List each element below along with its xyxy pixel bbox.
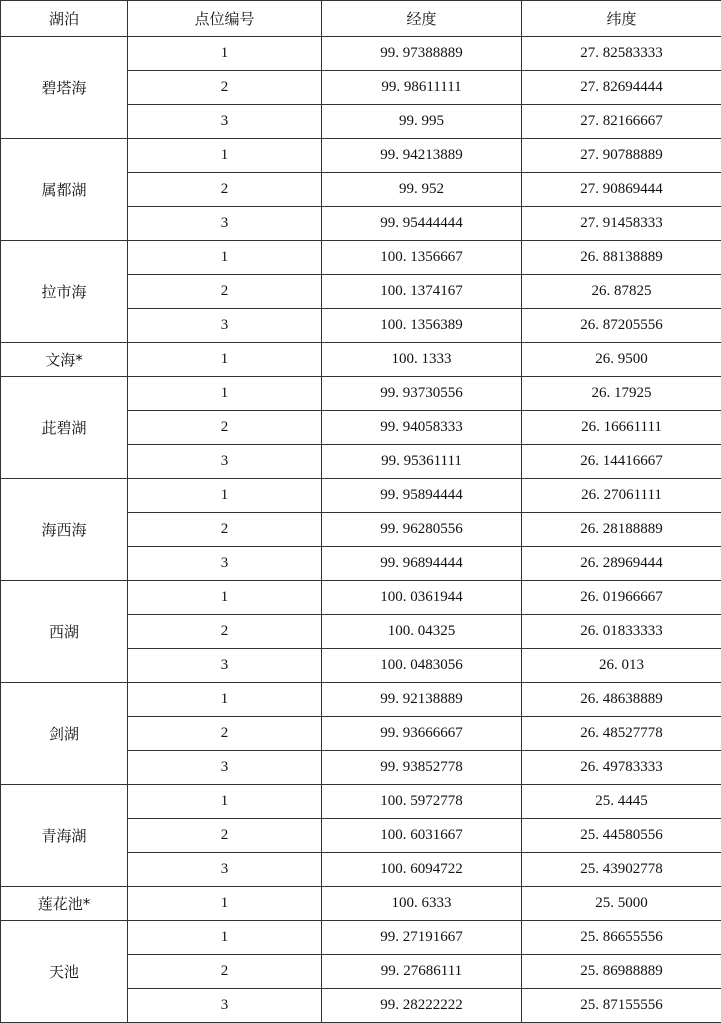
latitude-cell: 26. 17925 xyxy=(522,377,721,411)
longitude-cell: 99. 96280556 xyxy=(322,513,522,547)
longitude-cell: 99. 94058333 xyxy=(322,411,522,445)
point-id-cell: 1 xyxy=(128,921,322,955)
point-id-cell: 3 xyxy=(128,309,322,343)
point-id-cell: 1 xyxy=(128,377,322,411)
point-id-cell: 1 xyxy=(128,343,322,377)
latitude-cell: 25. 86655556 xyxy=(522,921,721,955)
longitude-cell: 100. 1333 xyxy=(322,343,522,377)
longitude-cell: 99. 93730556 xyxy=(322,377,522,411)
longitude-cell: 100. 0483056 xyxy=(322,649,522,683)
longitude-cell: 100. 6031667 xyxy=(322,819,522,853)
longitude-cell: 99. 995 xyxy=(322,105,522,139)
point-id-cell: 1 xyxy=(128,139,322,173)
point-id-cell: 2 xyxy=(128,615,322,649)
point-id-cell: 3 xyxy=(128,989,322,1023)
longitude-cell: 99. 27191667 xyxy=(322,921,522,955)
longitude-cell: 99. 28222222 xyxy=(322,989,522,1023)
table-body xyxy=(1,37,721,1023)
header-point-id: 点位编号 xyxy=(128,1,322,37)
point-id-cell: 1 xyxy=(128,479,322,513)
latitude-cell: 26. 88138889 xyxy=(522,241,721,275)
latitude-cell: 26. 48638889 xyxy=(522,683,721,717)
table-row xyxy=(1,241,721,275)
point-id-cell: 2 xyxy=(128,955,322,989)
latitude-cell: 26. 87205556 xyxy=(522,309,721,343)
header-latitude: 纬度 xyxy=(522,1,721,37)
latitude-cell: 27. 82694444 xyxy=(522,71,721,105)
latitude-cell: 25. 87155556 xyxy=(522,989,721,1023)
point-id-cell: 1 xyxy=(128,887,322,921)
latitude-cell: 25. 44580556 xyxy=(522,819,721,853)
point-id-cell: 3 xyxy=(128,751,322,785)
header-row xyxy=(1,1,721,37)
table-row xyxy=(1,37,721,71)
latitude-cell: 27. 91458333 xyxy=(522,207,721,241)
longitude-cell: 100. 0361944 xyxy=(322,581,522,615)
longitude-cell: 99. 95444444 xyxy=(322,207,522,241)
longitude-cell: 99. 98611111 xyxy=(322,71,522,105)
lake-name-cell: 剑湖 xyxy=(1,683,128,785)
latitude-cell: 27. 90869444 xyxy=(522,173,721,207)
point-id-cell: 1 xyxy=(128,37,322,71)
table-row xyxy=(1,139,721,173)
point-id-cell: 2 xyxy=(128,819,322,853)
latitude-cell: 25. 86988889 xyxy=(522,955,721,989)
lake-name-cell: 文海* xyxy=(1,343,128,377)
latitude-cell: 27. 82583333 xyxy=(522,37,721,71)
table-header xyxy=(1,1,721,37)
longitude-cell: 99. 93852778 xyxy=(322,751,522,785)
point-id-cell: 2 xyxy=(128,173,322,207)
point-id-cell: 2 xyxy=(128,71,322,105)
latitude-cell: 26. 16661111 xyxy=(522,411,721,445)
longitude-cell: 99. 94213889 xyxy=(322,139,522,173)
latitude-cell: 26. 14416667 xyxy=(522,445,721,479)
point-id-cell: 1 xyxy=(128,683,322,717)
latitude-cell: 25. 43902778 xyxy=(522,853,721,887)
latitude-cell: 25. 5000 xyxy=(522,887,721,921)
longitude-cell: 99. 96894444 xyxy=(322,547,522,581)
point-id-cell: 3 xyxy=(128,445,322,479)
lake-name-cell: 天池 xyxy=(1,921,128,1023)
point-id-cell: 1 xyxy=(128,581,322,615)
latitude-cell: 27. 82166667 xyxy=(522,105,721,139)
table-row xyxy=(1,377,721,411)
table-row xyxy=(1,785,721,819)
longitude-cell: 100. 1374167 xyxy=(322,275,522,309)
latitude-cell: 26. 48527778 xyxy=(522,717,721,751)
longitude-cell: 99. 95361111 xyxy=(322,445,522,479)
point-id-cell: 1 xyxy=(128,785,322,819)
latitude-cell: 26. 01966667 xyxy=(522,581,721,615)
longitude-cell: 99. 95894444 xyxy=(322,479,522,513)
point-id-cell: 3 xyxy=(128,547,322,581)
latitude-cell: 26. 27061111 xyxy=(522,479,721,513)
latitude-cell: 25. 4445 xyxy=(522,785,721,819)
latitude-cell: 26. 9500 xyxy=(522,343,721,377)
point-id-cell: 3 xyxy=(128,853,322,887)
longitude-cell: 100. 6333 xyxy=(322,887,522,921)
lake-name-cell: 青海湖 xyxy=(1,785,128,887)
latitude-cell: 26. 49783333 xyxy=(522,751,721,785)
table-row xyxy=(1,479,721,513)
longitude-cell: 99. 92138889 xyxy=(322,683,522,717)
lake-name-cell: 碧塔海 xyxy=(1,37,128,139)
point-id-cell: 2 xyxy=(128,275,322,309)
point-id-cell: 1 xyxy=(128,241,322,275)
longitude-cell: 100. 6094722 xyxy=(322,853,522,887)
longitude-cell: 99. 27686111 xyxy=(322,955,522,989)
lake-name-cell: 茈碧湖 xyxy=(1,377,128,479)
lake-name-cell: 莲花池* xyxy=(1,887,128,921)
lake-name-cell: 拉市海 xyxy=(1,241,128,343)
lake-name-cell: 海西海 xyxy=(1,479,128,581)
longitude-cell: 100. 1356389 xyxy=(322,309,522,343)
latitude-cell: 26. 87825 xyxy=(522,275,721,309)
point-id-cell: 2 xyxy=(128,411,322,445)
table-row xyxy=(1,683,721,717)
point-id-cell: 3 xyxy=(128,649,322,683)
latitude-cell: 26. 28969444 xyxy=(522,547,721,581)
point-id-cell: 3 xyxy=(128,207,322,241)
latitude-cell: 27. 90788889 xyxy=(522,139,721,173)
table-row xyxy=(1,343,721,377)
point-id-cell: 3 xyxy=(128,105,322,139)
lake-name-cell: 西湖 xyxy=(1,581,128,683)
table-row xyxy=(1,921,721,955)
table-row xyxy=(1,581,721,615)
point-id-cell: 2 xyxy=(128,717,322,751)
longitude-cell: 100. 04325 xyxy=(322,615,522,649)
lake-name-cell: 属都湖 xyxy=(1,139,128,241)
latitude-cell: 26. 28188889 xyxy=(522,513,721,547)
point-id-cell: 2 xyxy=(128,513,322,547)
latitude-cell: 26. 013 xyxy=(522,649,721,683)
longitude-cell: 99. 952 xyxy=(322,173,522,207)
header-longitude: 经度 xyxy=(322,1,522,37)
longitude-cell: 99. 93666667 xyxy=(322,717,522,751)
header-lake: 湖泊 xyxy=(1,1,128,37)
longitude-cell: 100. 1356667 xyxy=(322,241,522,275)
longitude-cell: 100. 5972778 xyxy=(322,785,522,819)
latitude-cell: 26. 01833333 xyxy=(522,615,721,649)
table-row xyxy=(1,887,721,921)
longitude-cell: 99. 97388889 xyxy=(322,37,522,71)
